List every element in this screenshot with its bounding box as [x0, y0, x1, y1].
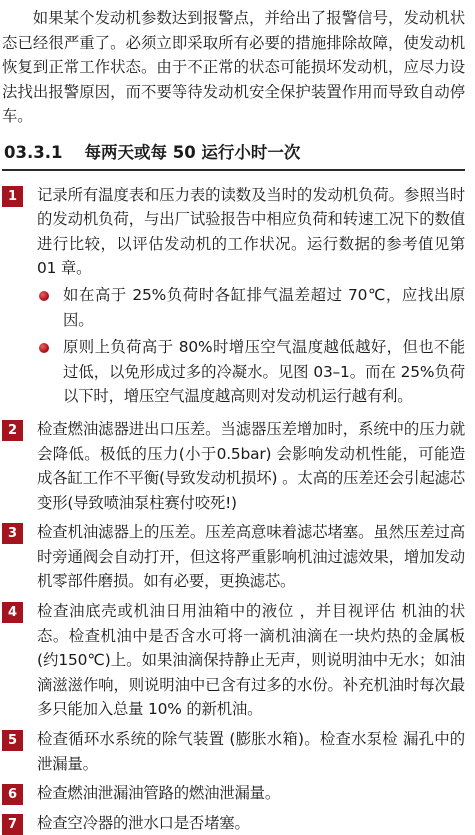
item-text: 记录所有温度表和压力表的读数及当时的发动机负荷。参照当时的发动机负荷，与出厂试验报告中相应负荷和转速工况下的数值进行比较，以评估发动机的工作状况。运行数据的参考值见第 01 章。: [37, 185, 465, 278]
item-content: [37, 183, 465, 412]
bullet-text: 原则上负荷高于 80%时增压空气温度越低越好，但也不能过低，以免形成过多的冷凝水。见图 03–1。而在 25%负荷以下时，增压空气温度越高则对发动机运行越有利。: [63, 338, 465, 406]
red-bullet-icon: [39, 291, 49, 301]
bullet-item: [37, 283, 465, 332]
item-text: 检查油底壳或机油日用油箱中的液位 ，并目视评估 机油的状态。检查机油中是否含水可将一滴机油滴在一块灼热的金属板(约150℃)上。如果油滴保持静止无声，则说明油中无水；如油滴滋滋作响，则说明油中已含有过多的水份。补充机油时每次最多只能加入总量 10% 的新机油。: [37, 602, 465, 719]
list-item-6: [2, 781, 465, 806]
red-bullet-icon: [39, 343, 49, 353]
section-divider: [2, 169, 465, 171]
intro-paragraph: 如果某个发动机参数达到报警点，并给出了报警信号，发动机状态已经很严重了。必须立即采取所有必要的措施排除故障，使发动机恢复到正常工作状态。由于不正常的状态可能损坏发动机，应尽力设法找出报警原因，而不要等待发动机安全保护装置作用而导致自动停车。: [2, 9, 465, 126]
bullet-text: 如在高于 25%负荷时各缸排气温差超过 70℃，应找出原因。: [63, 285, 465, 329]
item-number-badge: 2: [2, 420, 23, 441]
list-item-5: [2, 727, 465, 776]
section-number: 03.3.1: [4, 142, 63, 162]
item-text: 检查空冷器的泄水口是否堵塞。: [37, 813, 250, 832]
item-number-badge: 3: [2, 523, 23, 544]
list-item-4: [2, 599, 465, 722]
item-text: 检查机油滤器上的压差。压差高意味着滤芯堵塞。虽然压差过高时旁通阀会自动打开，但这将严重影响机油过滤效果，增加发动机零部件磨损。如有必要，更换滤芯。: [37, 523, 465, 591]
item-text: 检查循环水系统的除气装置 (膨胀水箱)。检查水泵检 漏孔中的泄漏量。: [37, 730, 465, 773]
item-number-badge: 4: [2, 602, 23, 623]
list-item-3: [2, 520, 465, 594]
item-number-badge: 5: [2, 730, 23, 751]
bullet-list: [37, 283, 465, 409]
list-item-2: [2, 417, 465, 515]
item-text: 检查燃油滤器进出口压差。当滤器压差增加时，系统中的压力就会降低。极低的压力(小于0.5bar) 会影响发动机性能，可能造成各缸工作不平衡(导致发动机损坏) 。太高的压差还会引起滤芯变形(导致喷油泵柱赛付咬死!): [37, 419, 465, 512]
item-number-badge: 1: [2, 186, 23, 207]
section-heading: [2, 139, 465, 163]
section-title: 每两天或每 50 运行小时一次: [84, 142, 301, 162]
item-number-badge: 6: [2, 784, 23, 805]
item-text: 检查燃油泄漏油管路的燃油泄漏量。: [37, 784, 281, 803]
bullet-item: [37, 335, 465, 409]
item-number-badge: 7: [2, 814, 23, 835]
list-item-7: [2, 811, 465, 835]
list-item-1: [2, 183, 465, 412]
